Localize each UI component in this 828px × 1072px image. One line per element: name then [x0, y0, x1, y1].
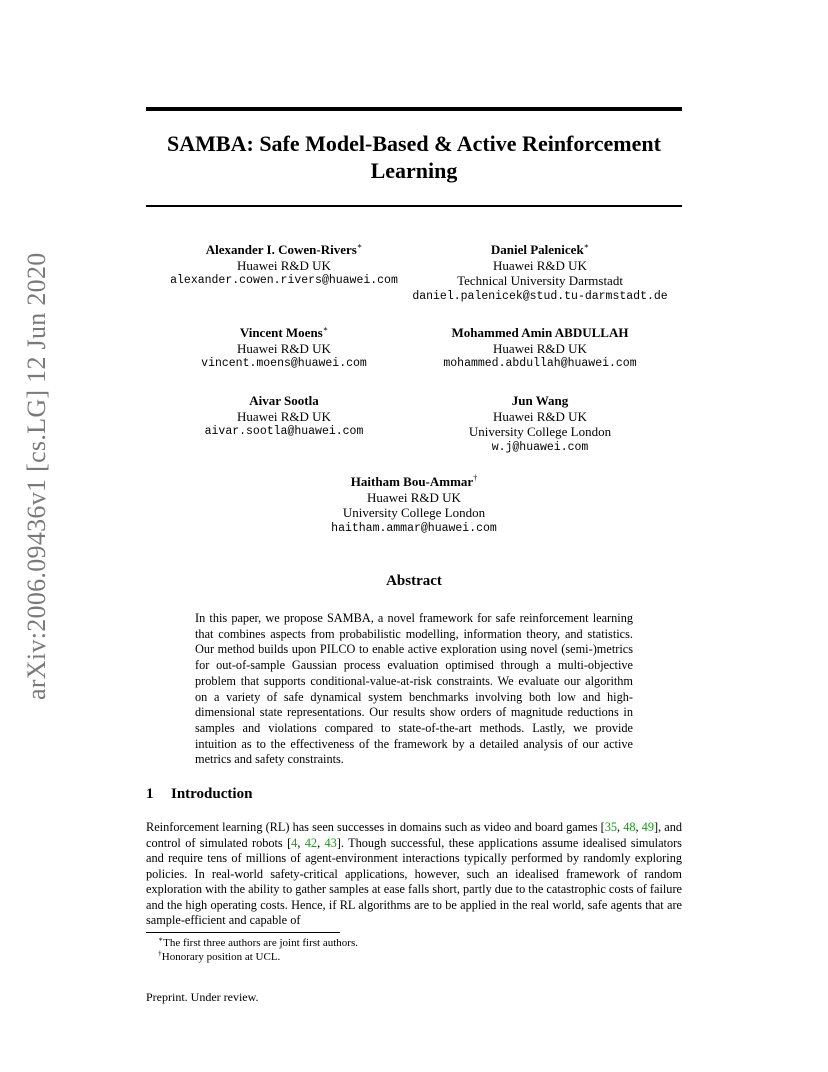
- author-mark: ∗: [583, 241, 590, 251]
- citation-link[interactable]: 49: [641, 820, 654, 834]
- introduction-paragraph: [146, 820, 682, 929]
- author-affiliation: University College London: [468, 424, 612, 439]
- citation-link[interactable]: 4: [291, 835, 298, 850]
- author-name: Vincent Moens: [239, 325, 323, 340]
- author-affiliation: Huawei R&D UK: [237, 408, 331, 424]
- author-mark: †: [473, 473, 478, 483]
- author-email[interactable]: vincent.moens@huawei.com: [201, 357, 367, 370]
- footnote-mark: ∗: [158, 934, 164, 944]
- footnote-mark: †: [158, 948, 162, 958]
- author-affiliation: Huawei R&D UK: [493, 257, 587, 273]
- paper-title: [146, 130, 682, 184]
- footnote-rule: [146, 932, 340, 933]
- section-number: 1: [146, 786, 154, 802]
- preprint-notice: Preprint. Under review.: [146, 990, 259, 1004]
- author-affiliation: Huawei R&D UK: [367, 489, 461, 505]
- author-email[interactable]: w.j@huawei.com: [491, 440, 589, 454]
- author-affiliation: Huawei R&D UK: [493, 408, 587, 424]
- intro-text: Reinforcement learning (RL) has seen successes in domains such as video and board games [: [146, 820, 605, 834]
- author-name: Daniel Palenicek: [490, 242, 584, 257]
- intro-text: ], and control of simulated robots [: [146, 820, 682, 850]
- citation-link[interactable]: 42: [304, 835, 318, 850]
- title-line-2: Learning: [370, 158, 458, 183]
- citation-link[interactable]: 35: [604, 820, 617, 834]
- citation-link[interactable]: 43: [324, 835, 337, 850]
- author-email[interactable]: haitham.ammar@huawei.com: [331, 521, 497, 535]
- author-affiliation: Huawei R&D UK: [493, 340, 587, 356]
- citation-link[interactable]: 48: [623, 820, 636, 834]
- intro-separator: ,: [317, 835, 325, 850]
- author-affiliation: Technical University Darmstadt: [457, 273, 623, 288]
- author-block: [146, 474, 682, 536]
- author-email[interactable]: daniel.palenicek@stud.tu-darmstadt.de: [412, 289, 668, 303]
- footnote-text: Honorary position at UCL.: [161, 951, 281, 963]
- author-email[interactable]: alexander.cowen.rivers@huawei.com: [170, 274, 398, 287]
- author-name: Mohammed Amin ABDULLAH: [451, 325, 629, 340]
- section-heading: [146, 786, 252, 803]
- author-name: Alexander I. Cowen-Rivers: [205, 242, 357, 257]
- title-bottom-rule: [146, 205, 682, 207]
- author-block: [406, 242, 674, 304]
- intro-separator: ,: [617, 820, 624, 834]
- footnote: [158, 936, 358, 950]
- author-block: [146, 242, 422, 289]
- arxiv-identifier: arXiv:2006.09436v1 [cs.LG] 12 Jun 2020: [22, 252, 51, 700]
- author-name: Jun Wang: [511, 393, 569, 408]
- abstract-body: In this paper, we propose SAMBA, a novel framework for safe reinforcement learning that combines aspects from probabilistic modelling, information theory, and statistics. Our method builds upon PILCO to enable active exploration using novel (semi-)metrics for out-of-sample Gaussian process evaluation optimised through a multi-objective problem that supports conditional-value-at-risk constraints. We evaluate our algorithm on a variety of safe dynamical system benchmarks involving both low and high-dimensional state representations. Our results show orders of magnitude reductions in samples and violations compared to state-of-the-art methods. Lastly, we provide intuition as to the effectiveness of the framework by a detailed analysis of our active metrics and safety constraints.: [195, 611, 633, 767]
- author-affiliation: Huawei R&D UK: [237, 257, 331, 273]
- intro-text: ]. Though successful, these applications assume idealised simulators and require tens of millions of agent-environment interactions typically performed by randomly exploring policies. In real-world safety-critical applications, however, such an idealised framework of random exploration with the ability to gather samples at ease falls short, partly due to the catastrophic costs of failure and the high operating costs. Hence, if RL algorithms are to be applied in the real world, safe agents that are sample-efficient and capable of: [146, 835, 682, 927]
- footnote: [158, 950, 280, 964]
- title-top-rule: [146, 107, 682, 111]
- section-title: Introduction: [171, 786, 253, 802]
- author-name: Haitham Bou-Ammar: [350, 474, 474, 489]
- author-affiliation: Huawei R&D UK: [237, 340, 331, 356]
- author-mark: ∗: [356, 241, 363, 251]
- abstract-heading: Abstract: [386, 573, 442, 589]
- author-email[interactable]: mohammed.abdullah@huawei.com: [443, 357, 637, 370]
- author-block: [406, 393, 674, 455]
- intro-separator: ,: [635, 820, 642, 834]
- author-block: [146, 325, 422, 372]
- author-affiliation: University College London: [342, 505, 486, 520]
- author-block: [406, 325, 674, 372]
- title-line-1: SAMBA: Safe Model-Based & Active Reinforcement: [167, 131, 661, 156]
- intro-separator: ,: [297, 835, 305, 850]
- author-name: Aivar Sootla: [249, 393, 319, 408]
- author-email[interactable]: aivar.sootla@huawei.com: [204, 425, 364, 438]
- footnote-text: The first three authors are joint first authors.: [163, 937, 358, 949]
- author-mark: ∗: [322, 324, 329, 334]
- author-block: [146, 393, 422, 440]
